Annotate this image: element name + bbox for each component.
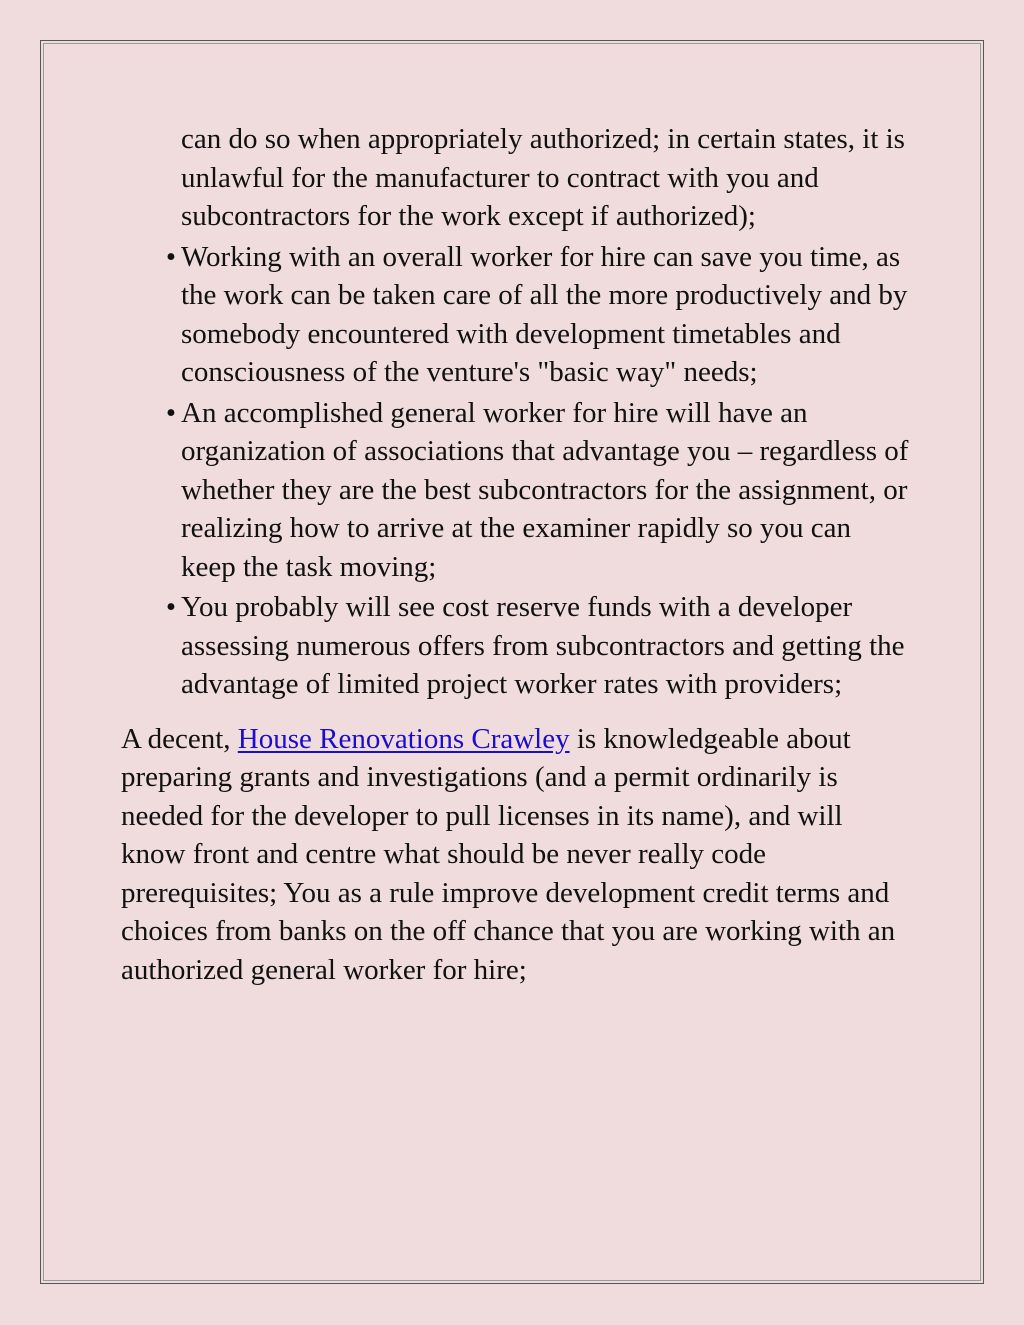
paragraph-text-after-link: is knowledgeable about preparing grants and investigations (and a permit ordinarily is needed for the developer to pull licenses in its name), and will know front and centre what should be never really code prerequisites; You as a rule improve development credit terms and choices from banks on the off chance that you are working with an authorized general worker for hire; [121,722,896,986]
bullet-marker: • [165,240,177,273]
bullet-text: Working with an overall worker for hire can save you time, as the work can be taken care of all the more productively and by somebody encountered with development timetables and consciousness of the venture's "basic way" needs; [181,240,908,388]
bullet-text: You probably will see cost reserve funds with a developer assessing numerous offers from subcontractors and getting the advantage of limited project worker rates with providers; [181,591,905,700]
bullet-item [121,588,911,704]
body-paragraph [121,720,911,990]
document-body [121,120,911,989]
bullet-text: An accomplished general worker for hire will have an organization of associations that advantage you – regardless of whether they are the best subcontractors for the assignment, or realizing how to arrive at the examiner rapidly so you can keep the task moving; [181,396,909,583]
bullet-list [121,120,911,704]
bullet-text: can do so when appropriately authorized; in certain states, it is unlawful for the manufacturer to contract with you and subcontractors for the work except if authorized); [181,123,905,232]
bullet-item [121,120,911,236]
bullet-item [121,394,911,587]
bullet-marker: • [165,396,177,429]
paragraph-text-before-link: A decent, [121,722,238,755]
house-renovations-crawley-link[interactable]: House Renovations Crawley [237,722,570,755]
bullet-marker: • [165,591,177,623]
bullet-item [121,238,911,392]
